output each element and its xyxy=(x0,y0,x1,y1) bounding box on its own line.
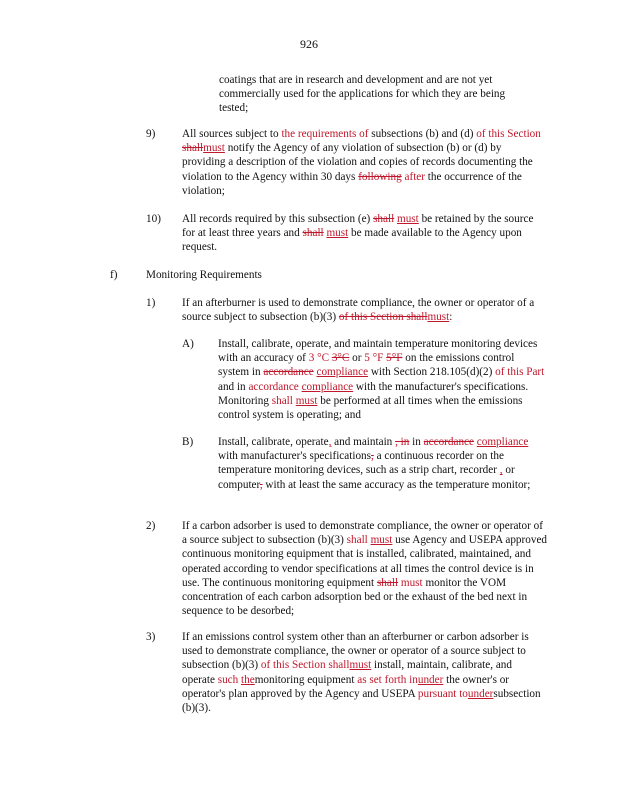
inserted-text: , xyxy=(328,436,332,448)
deleted-text: shall xyxy=(373,213,395,225)
deleted-text: accordance xyxy=(423,436,474,448)
inserted-text: pursuant to xyxy=(417,687,468,700)
inserted-text: under xyxy=(467,687,494,700)
section-f-label: f) xyxy=(110,269,118,281)
inserted-text: of this Part xyxy=(495,366,545,379)
inserted-text: must xyxy=(349,659,372,672)
inserted-text: accordance xyxy=(248,380,299,393)
inserted-text: compliance xyxy=(476,436,529,448)
inserted-text: , xyxy=(499,464,503,477)
deleted-text: 5°F xyxy=(386,352,403,365)
deleted-text: , xyxy=(259,478,263,491)
deleted-text: , in xyxy=(395,436,410,448)
inserted-text: must xyxy=(427,311,450,324)
deleted-text: 3°C xyxy=(331,352,350,365)
fA-number: A) xyxy=(182,338,194,350)
inserted-text: under xyxy=(417,673,444,686)
deleted-text: , xyxy=(371,450,374,463)
page-number: 926 xyxy=(300,37,318,51)
fA-paragraph: Install, calibrate, operate, and maintain temperature monitoring devices with an accuracy of 3 °C 3°C or 5 °F 5°F on the emissions control system in accordance compliance with Section 218.105(d)(2) of this Part and in accordance compliance with the manufacturer's specifications. Monitoring shall must be performed at all times when the emissions control system is operating; and xyxy=(218,338,545,422)
fB-paragraph: Install, calibrate, operate, and maintain , in in accordance compliance with manufacturer's specifications, a continuous recorder on the temperature monitoring devices, such as a strip chart, recorder , or computer, with at least the same accuracy as the temperature monitor; xyxy=(218,436,531,491)
inserted-text: must xyxy=(370,534,393,547)
fB-number: B) xyxy=(182,436,194,448)
continuation-paragraph xyxy=(219,73,549,116)
continuation-line: coatings that are in research and development and are not yet xyxy=(219,74,493,86)
inserted-text: the requirements of xyxy=(281,128,369,140)
inserted-text: must xyxy=(397,213,419,225)
f2-paragraph: If a carbon adsorber is used to demonstrate compliance, the owner or operator of a source subject to subsection (b)(3) shall must use Agency and USEPA approved continuous monitoring equipment that is installed, calibrated, maintained, and operated according to vendor specifications at all times the control device is in use. The continuous monitoring equipment shall must monitor the VOM concentration of each carbon adsorption bed or the exhaust of the bed next in sequence to be desorbed; xyxy=(182,520,547,618)
inserted-text: of this Section shall xyxy=(260,659,350,672)
inserted-text: compliance xyxy=(301,380,354,393)
f2-number: 2) xyxy=(146,520,156,532)
item-10-number: 10) xyxy=(146,213,161,225)
continuation-line: commercially used for the applications for which they are being xyxy=(219,88,506,101)
inserted-text: must xyxy=(326,227,349,240)
inserted-text: shall xyxy=(271,394,293,407)
inserted-text: as set forth in xyxy=(357,673,418,686)
deleted-text: shall xyxy=(182,142,204,155)
f3-paragraph: If an emissions control system other than an afterburner or carbon adsorber is used to demonstrate compliance, the owner or operator of a source subject to subsection (b)(3) of this Section shallmust install, maintain, calibrate, and operate such themonitoring equipment as set forth inunder the owner's or operator's plan approved by the Agency and USEPA pursuant toundersubsection (b)(3). xyxy=(182,631,541,715)
item-10-paragraph: All records required by this subsection (e) shall must be retained by the source for at least three years and shall must be made available to the Agency upon request. xyxy=(182,213,534,254)
item-9-paragraph: All sources subject to the requirements of subsections (b) and (d) of this Section shallmust notify the Agency of any violation of subsection (b) or (d) by providing a description of the violation and copies of records documenting the violation to the Agency within 30 days following after the occurrence of the violation; xyxy=(182,128,541,197)
inserted-text: after xyxy=(404,170,425,183)
inserted-text: compliance xyxy=(316,366,369,379)
inserted-text: such xyxy=(217,673,239,686)
f3-number: 3) xyxy=(146,631,156,643)
inserted-text: 5 °F xyxy=(364,352,384,365)
item-9-number: 9) xyxy=(146,128,156,140)
inserted-text: the xyxy=(241,673,255,686)
inserted-text: 3 °C xyxy=(308,352,330,365)
inserted-text: must xyxy=(400,576,423,589)
f1-paragraph: If an afterburner is used to demonstrate compliance, the owner or operator of a source subject to subsection (b)(3) of this Section shallmust: xyxy=(182,297,535,324)
continuation-line: tested; xyxy=(219,102,249,115)
inserted-text: of this Section xyxy=(476,128,541,140)
deleted-text: shall xyxy=(302,227,324,240)
inserted-text: must xyxy=(203,142,225,155)
section-f-heading: Monitoring Requirements xyxy=(146,269,262,281)
inserted-text: must xyxy=(295,394,318,407)
deleted-text: shall xyxy=(376,576,399,589)
deleted-text: of this Section shall xyxy=(338,311,428,324)
f1-number: 1) xyxy=(146,297,156,309)
deleted-text: following xyxy=(358,170,402,183)
inserted-text: shall xyxy=(346,534,368,547)
deleted-text: accordance xyxy=(263,366,314,379)
